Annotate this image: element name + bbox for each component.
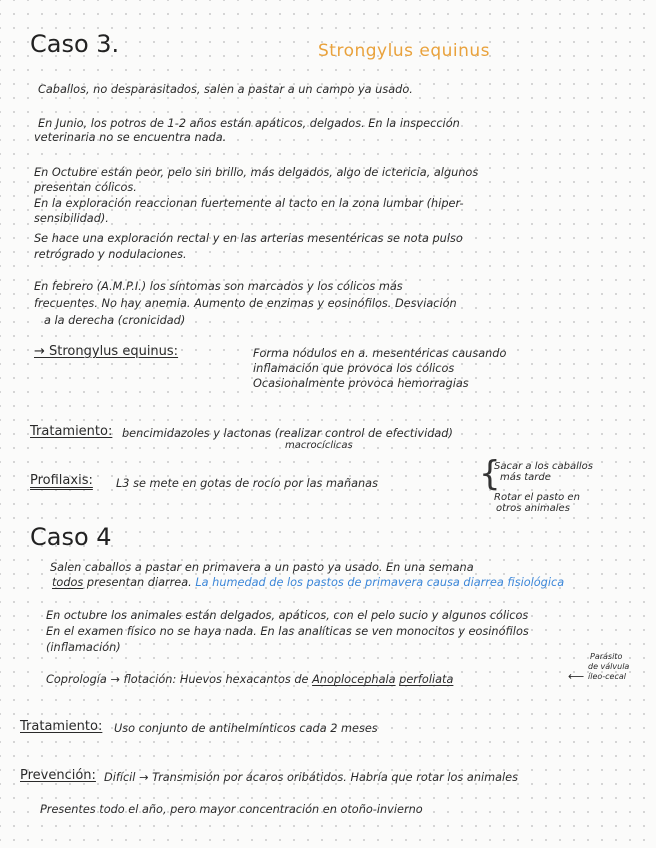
profilaxis-option: Rotar el pasto en	[494, 492, 580, 503]
caso-4-line: Salen caballos a pastar en primavera a un pasto ya usado. En una semana	[50, 561, 474, 574]
profilaxis-label: Profilaxis:	[30, 473, 93, 488]
line-2-rest: presentan diarrea.	[86, 576, 192, 589]
caso-3-line: En febrero (A.M.P.I.) los síntomas son marcados y los cólicos más	[34, 280, 403, 293]
caso-3-line: Caballos, no desparasitados, salen a pastar a un campo ya usado.	[38, 83, 413, 96]
caso-4-last-line: Presentes todo el año, pero mayor concentración en otoño-invierno	[40, 803, 423, 816]
coprologia-label: Coprología	[46, 673, 107, 686]
prevencion-text: Difícil → Transmisión por ácaros oribátidos. Habría que rotar los animales	[104, 771, 519, 784]
tratamiento-label: Tratamiento:	[30, 424, 113, 439]
side-note: íleo-cecal	[588, 672, 626, 681]
genus-name: Anoplocephala	[312, 673, 396, 686]
caso-3-line: veterinaria no se encuentra nada.	[34, 131, 227, 144]
caso-4-line: (inflamación)	[46, 641, 121, 654]
caso-4-title: Caso 4	[30, 523, 112, 551]
profilaxis-option: otros animales	[496, 503, 570, 514]
arrow-heading: → Strongylus equinus:	[34, 344, 179, 359]
caso-3-line: retrógrado y nodulaciones.	[34, 248, 187, 261]
caso-3-line: En Junio, los potros de 1-2 años están apáticos, delgados. En la inspección	[38, 117, 460, 130]
prevencion-label: Prevención:	[20, 768, 96, 783]
side-note: de válvula	[588, 662, 630, 671]
profilaxis-option: Sacar a los caballos	[494, 461, 593, 472]
caso-3-line: Se hace una exploración rectal y en las arterias mesentéricas se nota pulso	[34, 232, 463, 245]
caso-4-line: En el examen físico no se haya nada. En las analíticas se ven monocitos y eosinófilos	[46, 625, 529, 638]
emphasis-todos: todos	[52, 576, 84, 589]
tratamiento-label: Tratamiento:	[20, 719, 103, 734]
species-name: perfoliata	[399, 673, 454, 686]
coprologia-line	[46, 673, 453, 686]
tratamiento-text: bencimidazoles y lactonas (realizar control de efectividad)	[122, 427, 453, 440]
arrow-line: Ocasionalmente provoca hemorragias	[253, 377, 469, 390]
profilaxis-text: L3 se mete en gotas de rocío por las mañanas	[116, 477, 378, 490]
arrow-line: inflamación que provoca los cólicos	[253, 362, 455, 375]
arrow-line: Forma nódulos en a. mesentéricas causando	[253, 347, 507, 360]
caso-4-line: En octubre los animales están delgados, apáticos, con el pelo sucio y algunos cólicos	[46, 609, 529, 622]
caso-3-line: presentan cólicos.	[34, 181, 137, 194]
caso-3-title: Caso 3.	[30, 30, 120, 58]
brace-symbol: {	[479, 454, 501, 494]
caso-3-parasite: Strongylus equinus	[318, 41, 491, 61]
blue-note: La humedad de los pastos de primavera causa diarrea fisiológica	[195, 576, 565, 589]
arrow-left-icon: ⟵	[568, 670, 585, 683]
caso-4-line-2	[52, 576, 564, 589]
caso-3-line: En la exploración reaccionan fuertemente al tacto en la zona lumbar (hiper-	[34, 197, 464, 210]
caso-3-line: En Octubre están peor, pelo sin brillo, más delgados, algo de ictericia, algunos	[34, 166, 479, 179]
side-note: Parásito	[590, 652, 623, 661]
caso-3-line: frecuentes. No hay anemia. Aumento de enzimas y eosinófilos. Desviación	[34, 297, 457, 310]
tratamiento-text: Uso conjunto de antihelmínticos cada 2 meses	[114, 722, 378, 735]
tratamiento-sub: macrocíclicas	[285, 440, 353, 451]
caso-3-line: sensibilidad).	[34, 212, 109, 225]
profilaxis-option: más tarde	[500, 472, 551, 483]
coprologia-text: → flotación: Huevos hexacantos de	[110, 673, 309, 686]
caso-3-line: a la derecha (cronicidad)	[44, 314, 186, 327]
